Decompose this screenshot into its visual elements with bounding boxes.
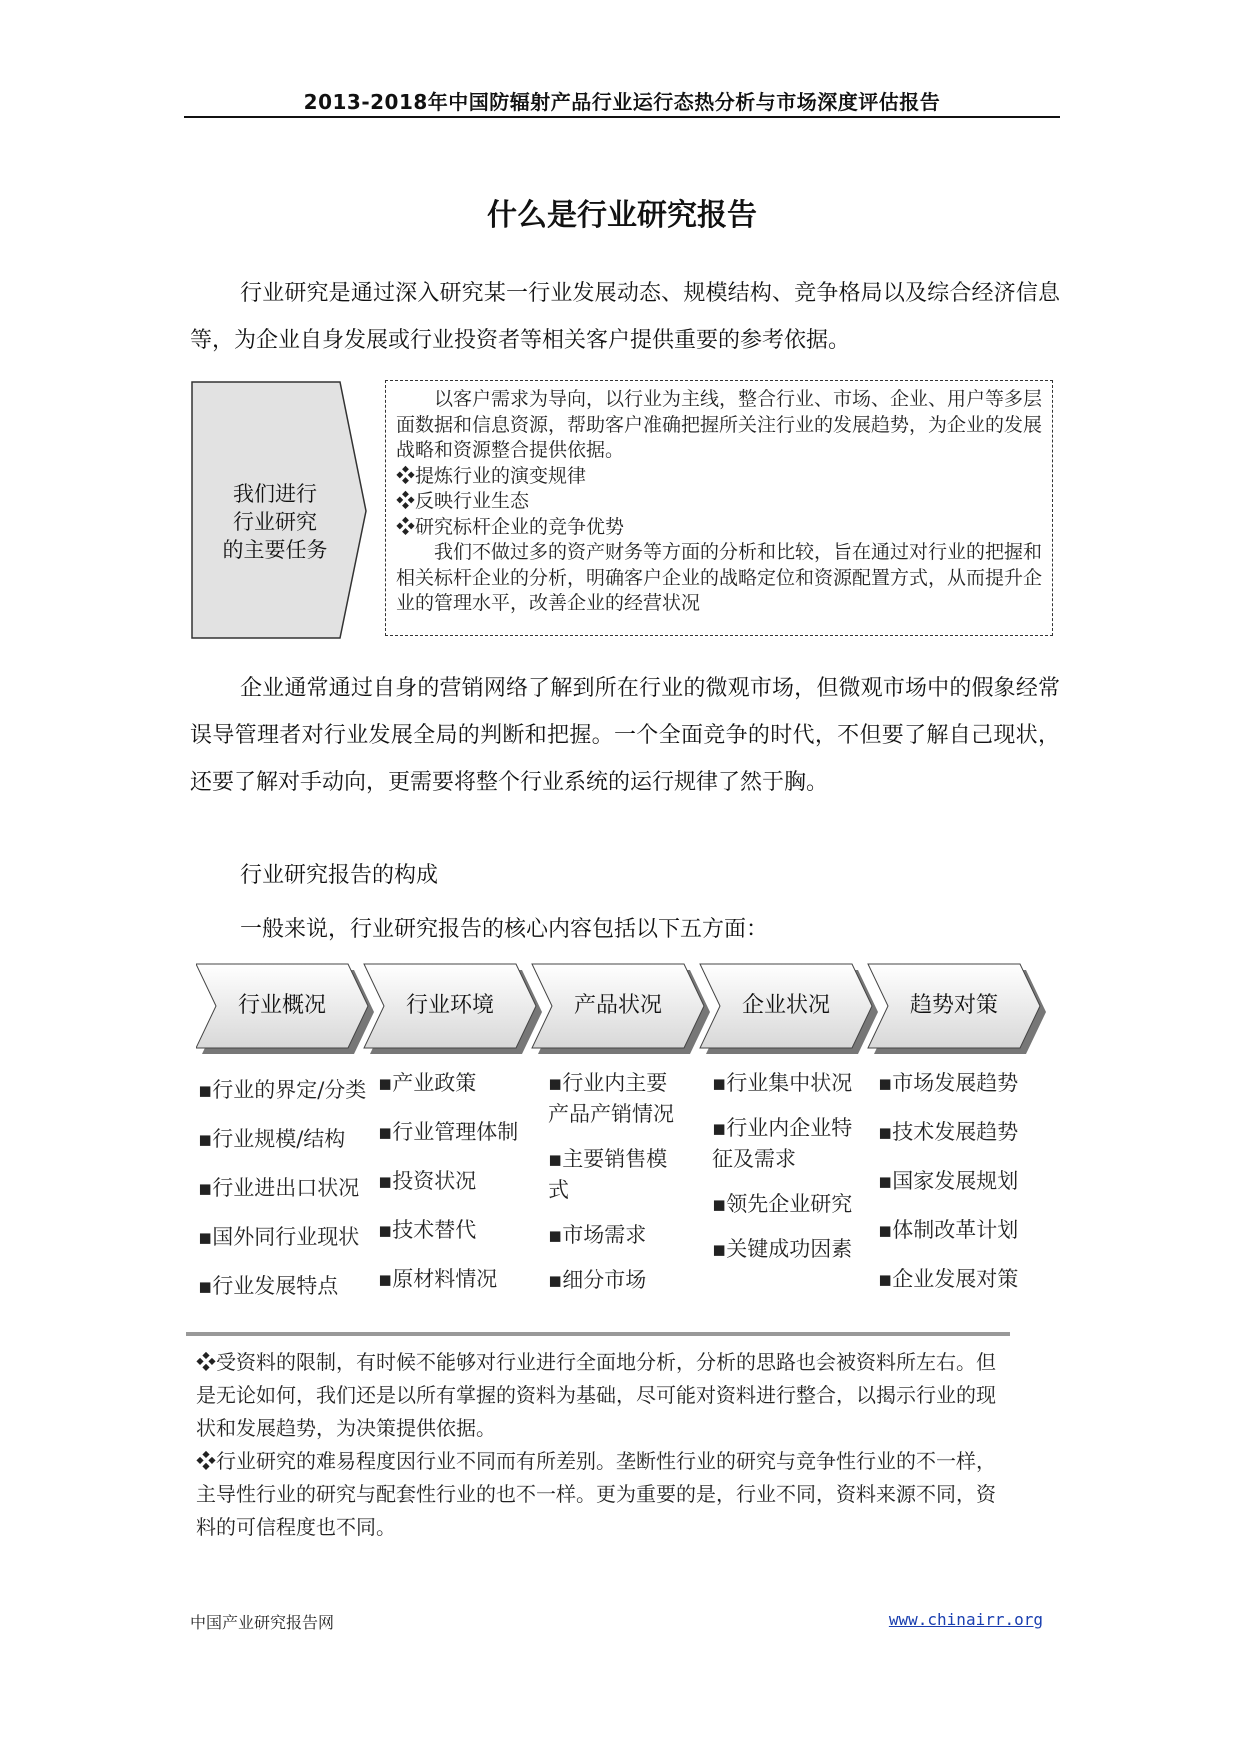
chevron-label-product-status: 产品状况 <box>573 993 662 1018</box>
section-divider <box>186 1332 1010 1336</box>
footer-url-link[interactable]: www.chinairr.org <box>888 1610 1043 1629</box>
list-item: ▪行业规模/结构 <box>198 1127 346 1151</box>
header-rule <box>184 116 1060 118</box>
task-closing: 我们不做过多的资产财务等方面的分析和比较，旨在通过对行业的把握和相关标杆企业的分析，明确客户企业的战略定位和资源配置方式，从而提升企业的管理水平，改善企业的经营状况 <box>396 541 1043 614</box>
list-item: ▪市场需求 <box>548 1223 647 1247</box>
market-paragraph: 企业通常通过自身的营销网络了解到所在行业的微观市场，但微观市场中的假象经常误导管理者对行业发展全局的判断和把握。一个全面竞争的时代，不但要了解自己现状，还要了解对手动向，更需要将整个行业系统的运行规律了然于胸。 <box>190 676 1060 795</box>
list-item: ▪行业集中状况 <box>712 1071 853 1095</box>
task-label-line: 我们进行 <box>233 482 317 506</box>
task-description-box <box>385 380 1053 636</box>
column-product-status <box>548 1068 688 1310</box>
chevron-label-trend-strategy: 趋势对策 <box>909 993 998 1018</box>
task-bullet: ❖反映行业生态 <box>396 490 530 512</box>
chevron-label-industry-overview: 行业概况 <box>237 993 326 1018</box>
list-item: ▪领先企业研究 <box>712 1192 853 1216</box>
list-item: ▪企业发展对策 <box>878 1267 1019 1291</box>
column-industry-environment <box>378 1068 528 1313</box>
page-title: 什么是行业研究报告 <box>487 198 757 233</box>
column-trend-strategy <box>878 1068 1028 1313</box>
list-item: ▪行业进出口状况 <box>198 1176 360 1200</box>
column-industry-overview <box>198 1075 370 1320</box>
column-enterprise-status <box>712 1068 862 1279</box>
task-label-line: 行业研究 <box>233 510 317 534</box>
note-paragraph: ❖行业研究的难易程度因行业不同而有所差别。垄断性行业的研究与竞争性行业的不一样，主导性行业的研究与配套性行业的也不一样。更为重要的是，行业不同，资料来源不同，资料的可信程度也不同。 <box>196 1449 996 1539</box>
notes-block <box>196 1346 1006 1544</box>
task-lead: 以客户需求为导向，以行业为主线，整合行业、市场、企业、用户等多层面数据和信息资源，帮助客户准确把握所关注行业的发展趋势，为企业的发展战略和资源整合提供依据。 <box>396 388 1043 461</box>
task-label <box>200 480 350 564</box>
chevron-label-enterprise-status: 企业状况 <box>741 993 830 1018</box>
header-title: 2013-2018年中国防辐射产品行业运行态热分析与市场深度评估报告 <box>303 90 941 114</box>
list-item: ▪关键成功因素 <box>712 1237 853 1261</box>
list-item: ▪行业内企业特征及需求 <box>712 1116 853 1171</box>
task-bullet: ❖研究标杆企业的竞争优势 <box>396 515 625 538</box>
list-item: ▪细分市场 <box>548 1268 647 1292</box>
list-item: ▪行业管理体制 <box>378 1120 519 1144</box>
list-item: ▪国家发展规划 <box>878 1169 1019 1193</box>
list-item: ▪行业的界定/分类 <box>198 1078 367 1102</box>
list-item: ▪国外同行业现状 <box>198 1225 360 1249</box>
footer-site-name: 中国产业研究报告网 <box>190 1613 335 1632</box>
list-item: ▪主要销售模式 <box>548 1147 668 1202</box>
list-item: ▪原材料情况 <box>378 1267 498 1291</box>
list-item: ▪技术替代 <box>378 1218 477 1242</box>
list-item: ▪行业内主要产品产销情况 <box>548 1071 674 1126</box>
list-item: ▪技术发展趋势 <box>878 1120 1019 1144</box>
list-item: ▪市场发展趋势 <box>878 1071 1019 1095</box>
task-label-line: 的主要任务 <box>222 538 328 562</box>
intro-paragraph: 行业研究是通过深入研究某一行业发展动态、规模结构、竞争格局以及综合经济信息等，为企业自身发展或行业投资者等相关客户提供重要的参考依据。 <box>190 281 1060 353</box>
list-item: ▪投资状况 <box>378 1169 477 1193</box>
list-item: ▪产业政策 <box>378 1071 477 1095</box>
note-paragraph: ❖受资料的限制，有时候不能够对行业进行全面地分析，分析的思路也会被资料所左右。但是无论如何，我们还是以所有掌握的资料为基础，尽可能对资料进行整合，以揭示行业的现状和发展趋势，为决策提供依据。 <box>196 1350 996 1440</box>
composition-intro: 一般来说，行业研究报告的核心内容包括以下五方面： <box>240 917 769 942</box>
list-item: ▪行业发展特点 <box>198 1274 339 1298</box>
chevron-label-industry-environment: 行业环境 <box>405 993 494 1018</box>
task-bullet: ❖提炼行业的演变规律 <box>396 464 587 487</box>
composition-heading: 行业研究报告的构成 <box>240 863 439 888</box>
list-item: ▪体制改革计划 <box>878 1218 1019 1242</box>
